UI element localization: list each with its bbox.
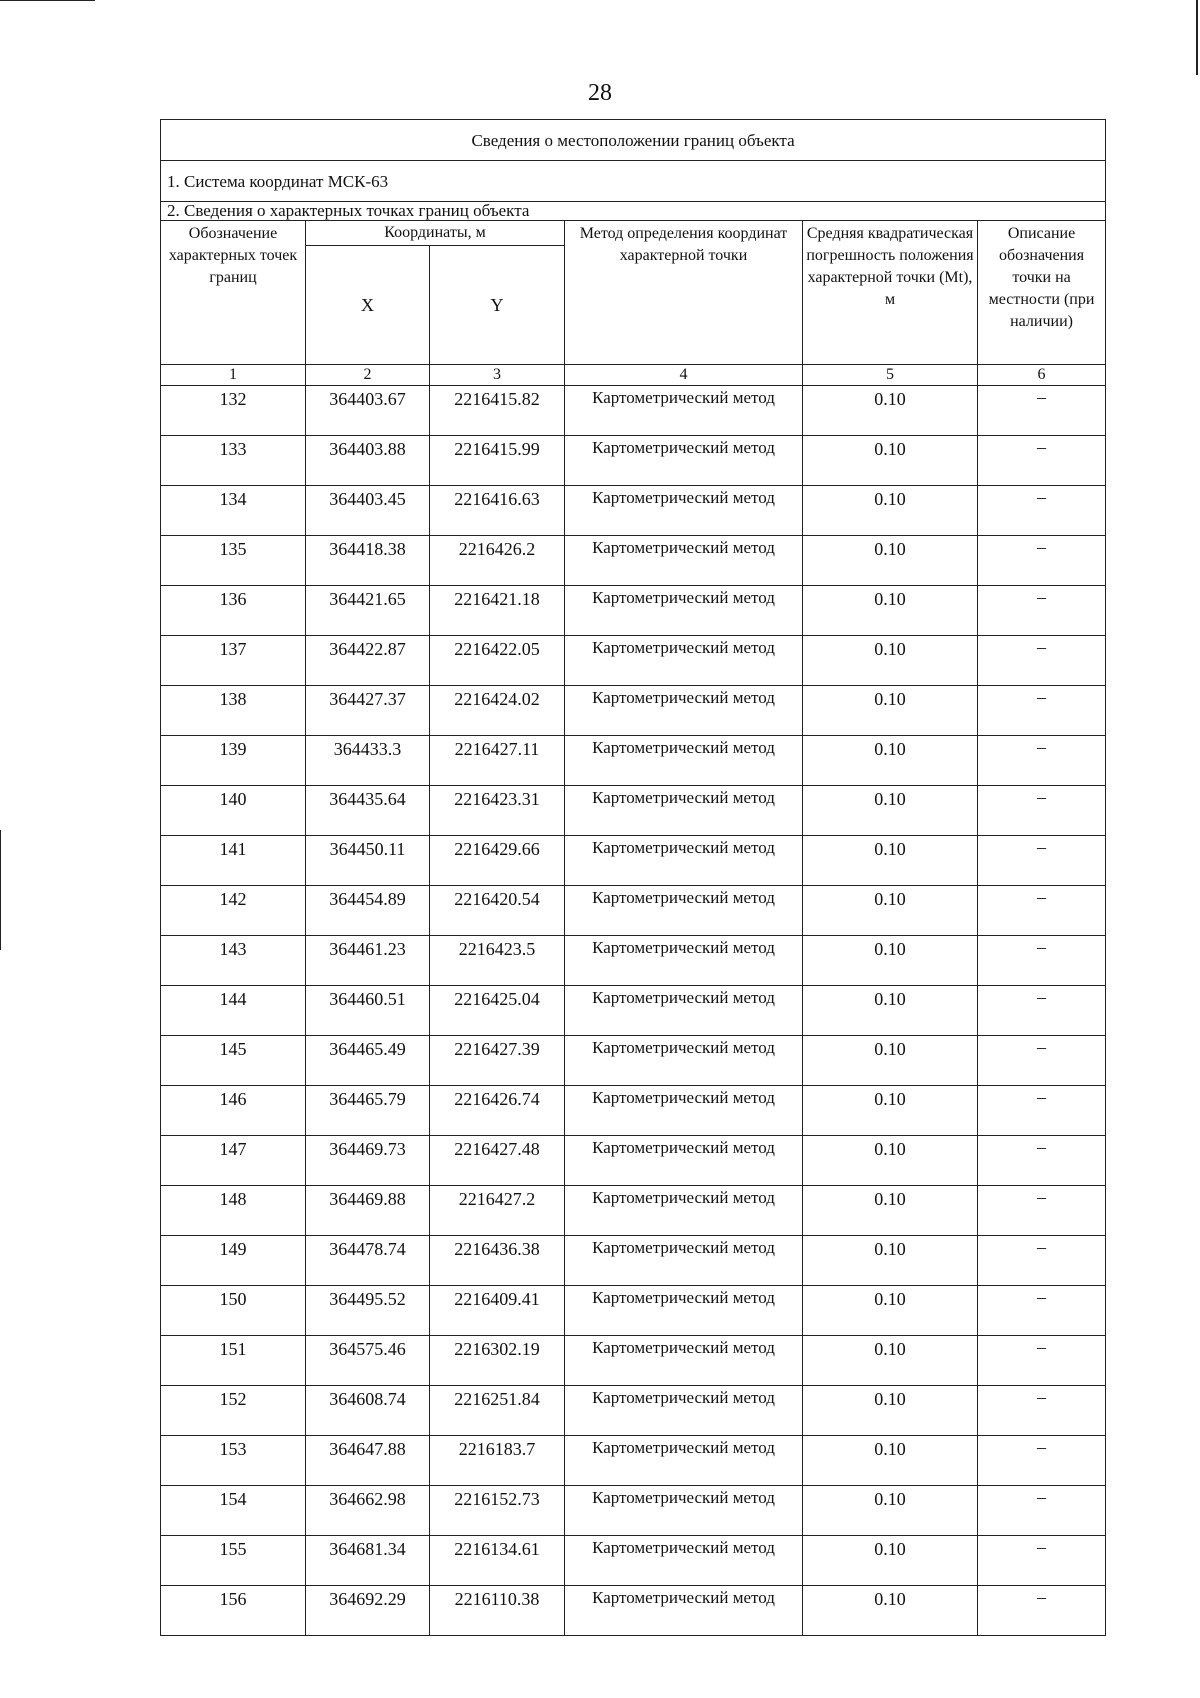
cell-error: 0.10 [803,1386,978,1436]
cell-error: 0.10 [803,1536,978,1586]
table-row [161,686,1106,736]
cell-y: 2216302.19 [430,1336,565,1386]
cell-y: 2216409.41 [430,1286,565,1336]
cell-x: 364435.64 [306,786,430,836]
cell-method: Картометрический метод [565,486,803,536]
cell-y: 2216422.05 [430,636,565,686]
cell-point: 143 [161,936,306,986]
header-method: Метод определения координат характерной точки [565,221,803,365]
cell-desc: – [978,536,1106,586]
cell-desc: – [978,886,1106,936]
cell-point: 136 [161,586,306,636]
header-error: Средняя квадратическая погрешность положения характерной точки (Mt), м [803,221,978,365]
cell-method: Картометрический метод [565,536,803,586]
cell-point: 156 [161,1586,306,1636]
cell-point: 140 [161,786,306,836]
coordinate-system-row [161,161,1106,202]
cell-method: Картометрический метод [565,1086,803,1136]
column-number: 4 [565,365,803,386]
cell-desc: – [978,1286,1106,1336]
cell-point: 152 [161,1386,306,1436]
cell-point: 133 [161,436,306,486]
cell-point: 147 [161,1136,306,1186]
cell-desc: – [978,1386,1106,1436]
cell-method: Картометрический метод [565,386,803,436]
cell-desc: – [978,586,1106,636]
cell-point: 134 [161,486,306,536]
cell-method: Картометрический метод [565,636,803,686]
cell-error: 0.10 [803,1586,978,1636]
cell-method: Картометрический метод [565,1236,803,1286]
table-row [161,1236,1106,1286]
cell-desc: – [978,1536,1106,1586]
cell-y: 2216423.5 [430,936,565,986]
page-number: 28 [588,80,612,106]
cell-x: 364495.52 [306,1286,430,1336]
cell-method: Картометрический метод [565,786,803,836]
table-row [161,1486,1106,1536]
cell-y: 2216421.18 [430,586,565,636]
column-number-row [161,365,1106,386]
cell-y: 2216416.63 [430,486,565,536]
cell-y: 2216415.82 [430,386,565,436]
cell-y: 2216427.39 [430,1036,565,1086]
table-row [161,1186,1106,1236]
cell-error: 0.10 [803,686,978,736]
cell-desc: – [978,1186,1106,1236]
header-y: Y [430,246,565,365]
cell-method: Картометрический метод [565,1286,803,1336]
table-row [161,1586,1106,1636]
cell-x: 364469.88 [306,1186,430,1236]
cell-method: Картометрический метод [565,1136,803,1186]
cell-point: 137 [161,636,306,686]
cell-x: 364692.29 [306,1586,430,1636]
cell-x: 364662.98 [306,1486,430,1536]
cell-point: 153 [161,1436,306,1486]
cell-point: 154 [161,1486,306,1536]
cell-point: 141 [161,836,306,886]
cell-point: 138 [161,686,306,736]
scan-line-top-left [0,0,95,1]
cell-y: 2216183.7 [430,1436,565,1486]
cell-method: Картометрический метод [565,936,803,986]
cell-desc: – [978,436,1106,486]
cell-error: 0.10 [803,436,978,486]
cell-point: 144 [161,986,306,1036]
header-desc: Описание обозначения точки на местности (при наличии) [978,221,1106,365]
cell-x: 364478.74 [306,1236,430,1286]
cell-method: Картометрический метод [565,1486,803,1536]
cell-point: 139 [161,736,306,786]
table-row [161,536,1106,586]
table-row [161,1286,1106,1336]
table-row [161,1086,1106,1136]
cell-desc: – [978,386,1106,436]
header-row-1 [161,221,1106,246]
cell-error: 0.10 [803,1236,978,1286]
cell-error: 0.10 [803,836,978,886]
table-row [161,1336,1106,1386]
column-number: 5 [803,365,978,386]
cell-method: Картометрический метод [565,1586,803,1636]
cell-point: 142 [161,886,306,936]
header-coords: Координаты, м [306,221,565,246]
cell-error: 0.10 [803,386,978,436]
table-row [161,936,1106,986]
table-title-row [161,120,1106,161]
cell-desc: – [978,686,1106,736]
table-row [161,1036,1106,1086]
cell-desc: – [978,786,1106,836]
cell-error: 0.10 [803,886,978,936]
cell-y: 2216427.2 [430,1186,565,1236]
column-number: 6 [978,365,1106,386]
cell-x: 364454.89 [306,886,430,936]
cell-y: 2216420.54 [430,886,565,936]
cell-x: 364460.51 [306,986,430,1036]
cell-x: 364450.11 [306,836,430,886]
cell-method: Картометрический метод [565,1186,803,1236]
cell-x: 364469.73 [306,1136,430,1186]
header-point: Обозначение характерных точек границ [161,221,306,365]
table-row [161,786,1106,836]
cell-error: 0.10 [803,1136,978,1186]
boundary-points-table [160,119,1106,1636]
cell-method: Картометрический метод [565,886,803,936]
cell-method: Картометрический метод [565,1536,803,1586]
cell-error: 0.10 [803,586,978,636]
cell-y: 2216251.84 [430,1386,565,1436]
cell-error: 0.10 [803,1086,978,1136]
cell-x: 364647.88 [306,1436,430,1486]
cell-error: 0.10 [803,1186,978,1236]
cell-x: 364422.87 [306,636,430,686]
cell-y: 2216436.38 [430,1236,565,1286]
cell-x: 364427.37 [306,686,430,736]
header-x: X [306,246,430,365]
cell-error: 0.10 [803,1336,978,1386]
cell-desc: – [978,1586,1106,1636]
table-row [161,436,1106,486]
cell-point: 135 [161,536,306,586]
table-row [161,586,1106,636]
cell-method: Картометрический метод [565,1336,803,1386]
cell-method: Картометрический метод [565,836,803,886]
cell-x: 364465.49 [306,1036,430,1086]
cell-method: Картометрический метод [565,736,803,786]
table-row [161,886,1106,936]
cell-y: 2216110.38 [430,1586,565,1636]
cell-x: 364403.45 [306,486,430,536]
cell-method: Картометрический метод [565,1386,803,1436]
cell-error: 0.10 [803,786,978,836]
cell-desc: – [978,1136,1106,1186]
cell-y: 2216134.61 [430,1536,565,1586]
cell-desc: – [978,936,1106,986]
cell-y: 2216425.04 [430,986,565,1036]
points-section-row [161,202,1106,221]
cell-point: 150 [161,1286,306,1336]
table-row [161,636,1106,686]
cell-error: 0.10 [803,486,978,536]
cell-x: 364461.23 [306,936,430,986]
scan-line-left-edge [0,830,1,950]
cell-desc: – [978,1086,1106,1136]
cell-error: 0.10 [803,1036,978,1086]
cell-error: 0.10 [803,986,978,1036]
cell-y: 2216426.2 [430,536,565,586]
cell-x: 364465.79 [306,1086,430,1136]
cell-point: 151 [161,1336,306,1386]
cell-point: 146 [161,1086,306,1136]
cell-method: Картометрический метод [565,1036,803,1086]
cell-y: 2216152.73 [430,1486,565,1536]
cell-y: 2216427.11 [430,736,565,786]
table-row [161,1386,1106,1436]
cell-desc: – [978,1336,1106,1386]
column-number: 1 [161,365,306,386]
cell-desc: – [978,486,1106,536]
cell-x: 364608.74 [306,1386,430,1436]
cell-error: 0.10 [803,1436,978,1486]
cell-error: 0.10 [803,1286,978,1336]
cell-y: 2216427.48 [430,1136,565,1186]
cell-x: 364421.65 [306,586,430,636]
cell-desc: – [978,836,1106,886]
cell-point: 132 [161,386,306,436]
cell-y: 2216415.99 [430,436,565,486]
coordinate-system: 1. Система координат МСК-63 [161,161,1106,202]
cell-error: 0.10 [803,636,978,686]
column-number: 2 [306,365,430,386]
cell-x: 364433.3 [306,736,430,786]
cell-method: Картометрический метод [565,586,803,636]
cell-method: Картометрический метод [565,986,803,1036]
scan-line-right-edge [1196,0,1198,75]
cell-desc: – [978,1436,1106,1486]
table-row [161,486,1106,536]
cell-point: 148 [161,1186,306,1236]
cell-x: 364403.67 [306,386,430,436]
cell-point: 155 [161,1536,306,1586]
cell-x: 364575.46 [306,1336,430,1386]
points-section-title: 2. Сведения о характерных точках границ объекта [161,202,1106,221]
cell-y: 2216429.66 [430,836,565,886]
cell-method: Картометрический метод [565,436,803,486]
table-row [161,386,1106,436]
cell-x: 364681.34 [306,1536,430,1586]
table-row [161,1536,1106,1586]
cell-desc: – [978,1486,1106,1536]
column-number: 3 [430,365,565,386]
cell-error: 0.10 [803,1486,978,1536]
table-row [161,986,1106,1036]
cell-error: 0.10 [803,736,978,786]
cell-y: 2216423.31 [430,786,565,836]
cell-desc: – [978,1036,1106,1086]
cell-method: Картометрический метод [565,686,803,736]
table-row [161,1436,1106,1486]
cell-error: 0.10 [803,936,978,986]
cell-method: Картометрический метод [565,1436,803,1486]
table-row [161,736,1106,786]
cell-desc: – [978,736,1106,786]
table-row [161,1136,1106,1186]
cell-x: 364403.88 [306,436,430,486]
cell-y: 2216424.02 [430,686,565,736]
cell-y: 2216426.74 [430,1086,565,1136]
cell-desc: – [978,1236,1106,1286]
table-row [161,836,1106,886]
cell-desc: – [978,636,1106,686]
cell-error: 0.10 [803,536,978,586]
cell-point: 149 [161,1236,306,1286]
cell-point: 145 [161,1036,306,1086]
table-title: Сведения о местоположении границ объекта [161,120,1106,161]
cell-x: 364418.38 [306,536,430,586]
cell-desc: – [978,986,1106,1036]
